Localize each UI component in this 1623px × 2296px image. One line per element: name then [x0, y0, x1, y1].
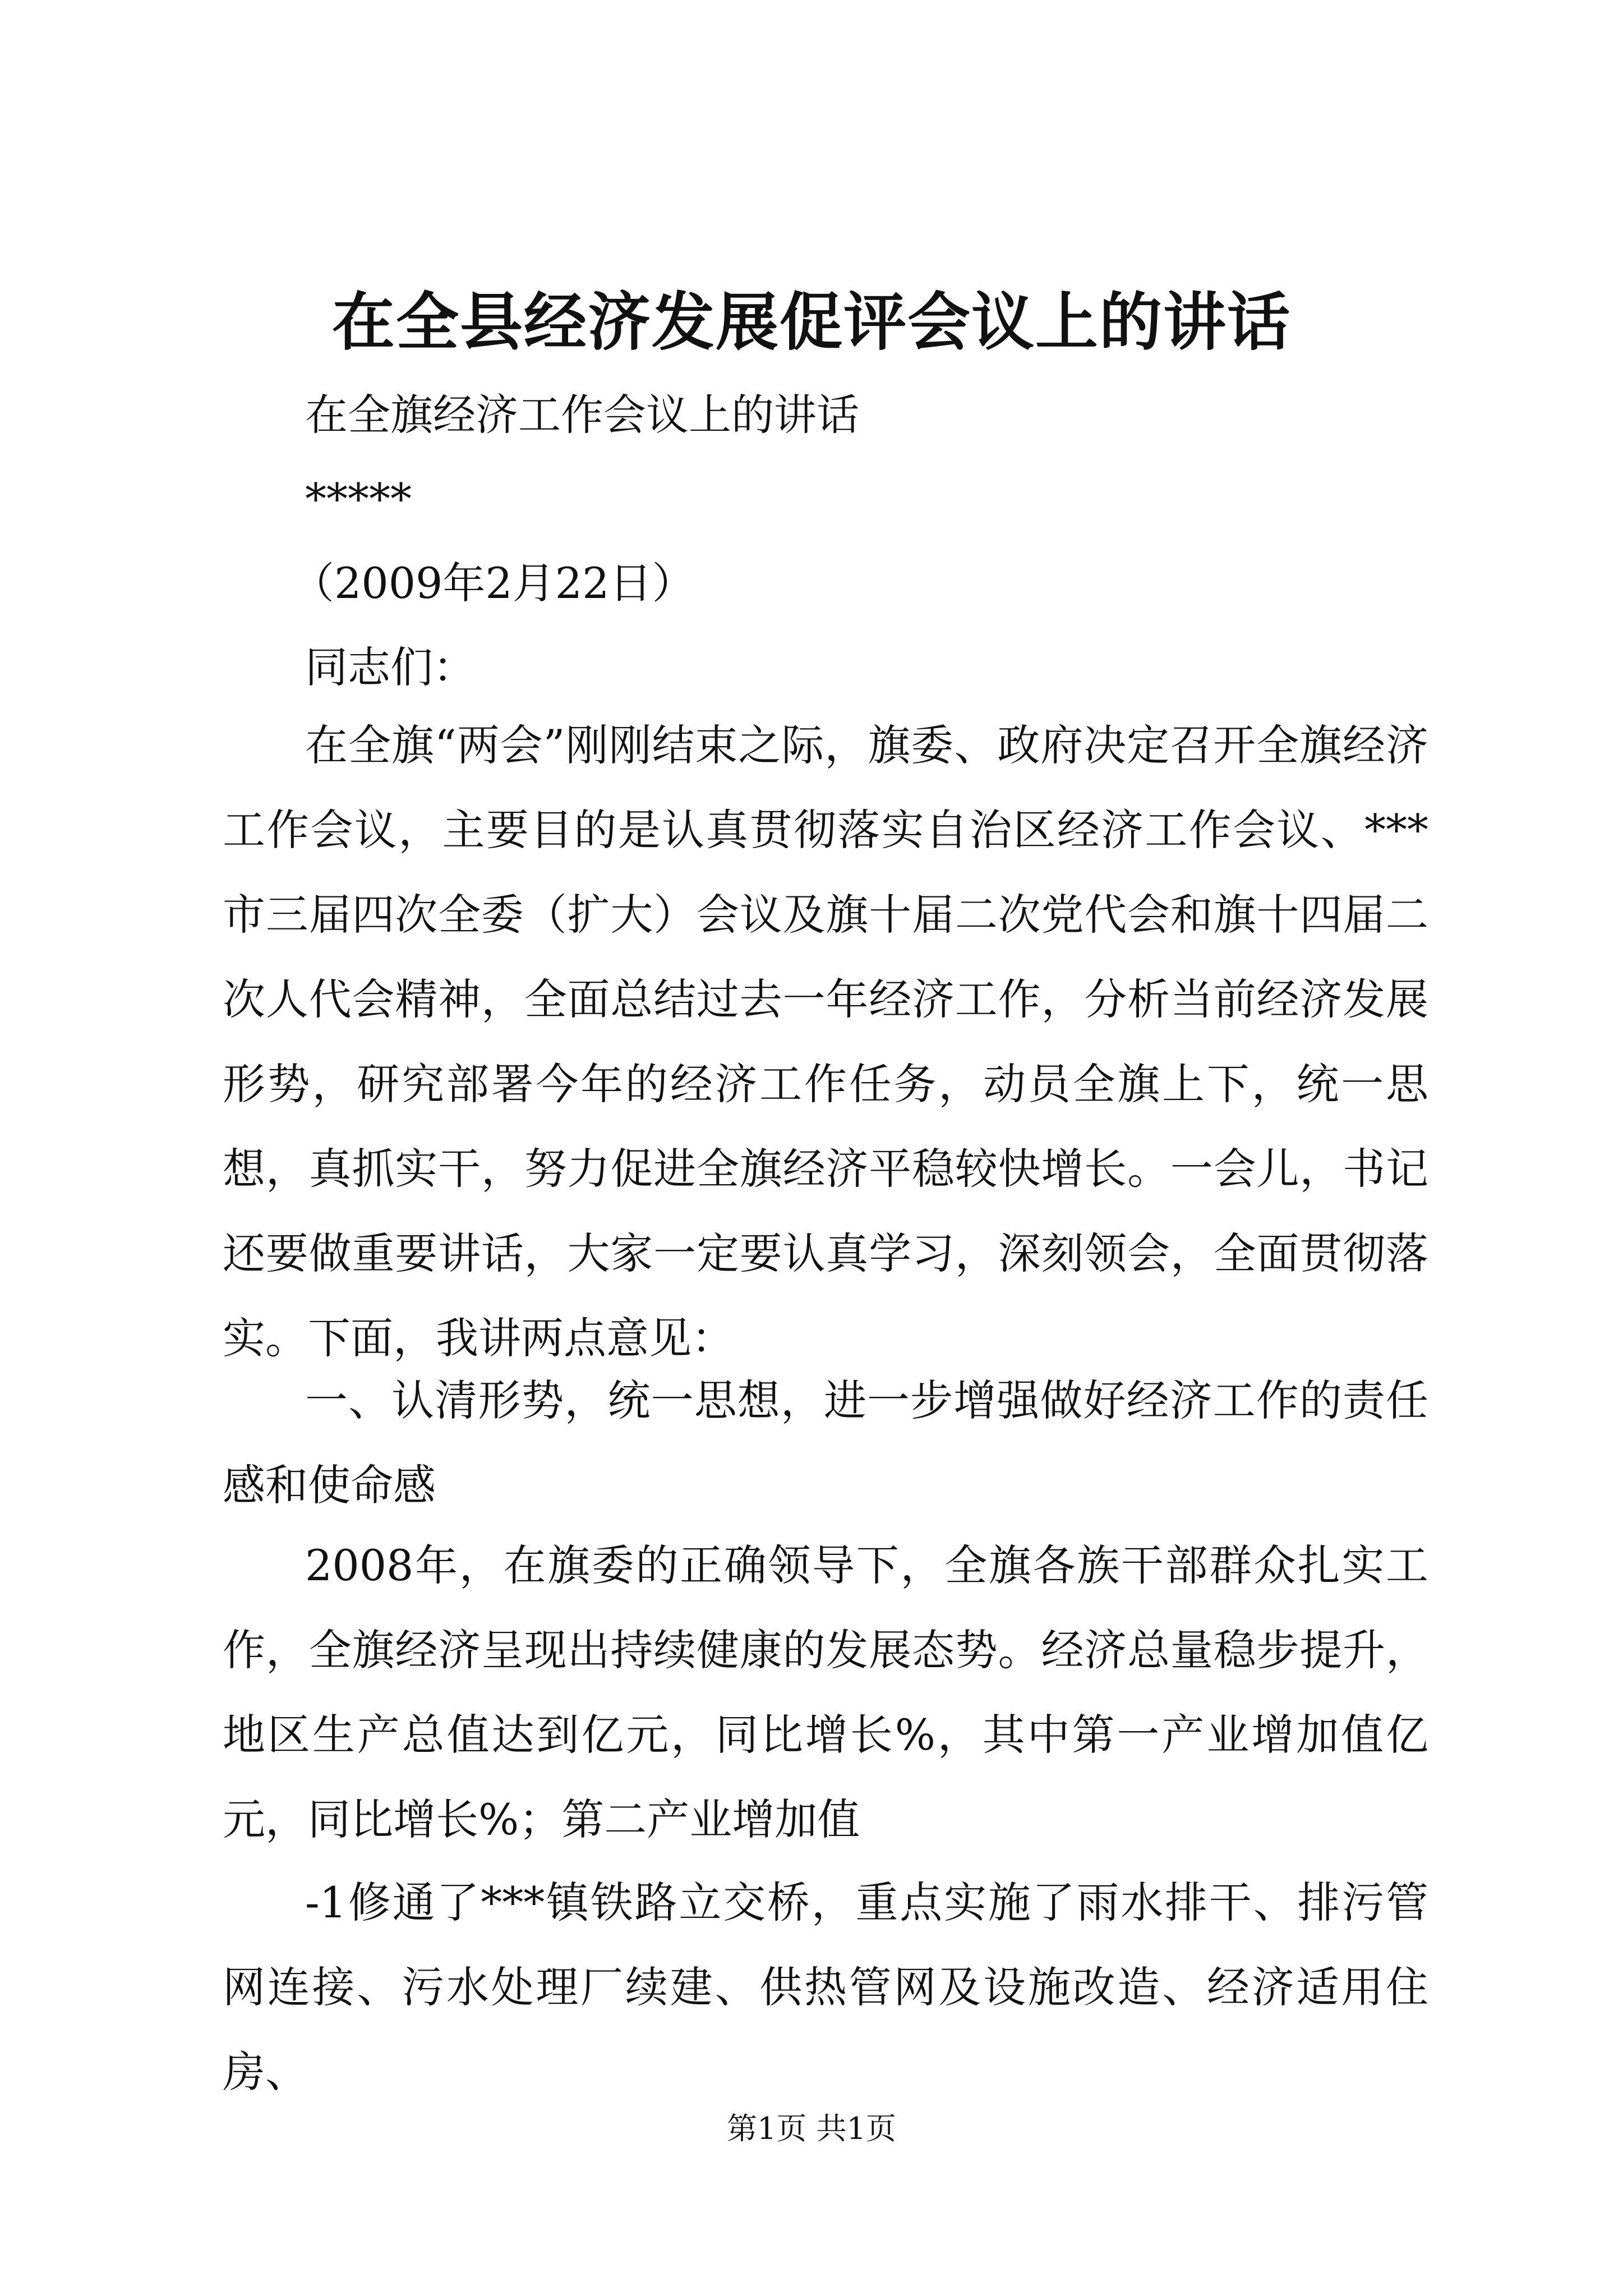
- date-line: （2009年2月22日）: [292, 558, 695, 608]
- paragraph-2008-review: 2008年，在旗委的正确领导下，全旗各族干部群众扎实工作，全旗经济呈现出持续健康的发展态势。经济总量稳步提升，地区生产总值达到亿元，同比增长%，其中第一产业增加值亿元，同比增长%；第二产业增加值: [223, 1540, 1428, 1844]
- paragraph-intro: 在全旗“两会”刚刚结束之际，旗委、政府决定召开全旗经济工作会议，主要目的是认真贯彻落实自治区经济工作会议、***市三届四次全委（扩大）会议及旗十届二次党代会和旗十四届二次人代会精神，全面总结过去一年经济工作，分析当前经济发展形势，研究部署今年的经济工作任务，动员全旗上下，统一思想，真抓实干，努力促进全旗经济平稳较快增长。一会儿，书记还要做重要讲话，大家一定要认真学习，深刻领会，全面贯彻落实。下面，我讲两点意见：: [223, 720, 1428, 1363]
- section-heading-one: 一、认清形势，统一思想，进一步增强做好经济工作的责任感和使命感: [223, 1375, 1428, 1510]
- document-subtitle: 在全旗经济工作会议上的讲话: [305, 390, 859, 440]
- paragraph-infrastructure: -1修通了***镇铁路立交桥，重点实施了雨水排干、排污管网连接、污水处理厂续建、供热管网及设施改造、经济适用住房、: [223, 1878, 1428, 2097]
- document-title: 在全县经济发展促评会议上的讲话: [332, 286, 1291, 359]
- page-footer: 第1页 共1页: [727, 2111, 896, 2146]
- author-line: *****: [305, 474, 412, 524]
- salutation: 同志们：: [305, 642, 476, 692]
